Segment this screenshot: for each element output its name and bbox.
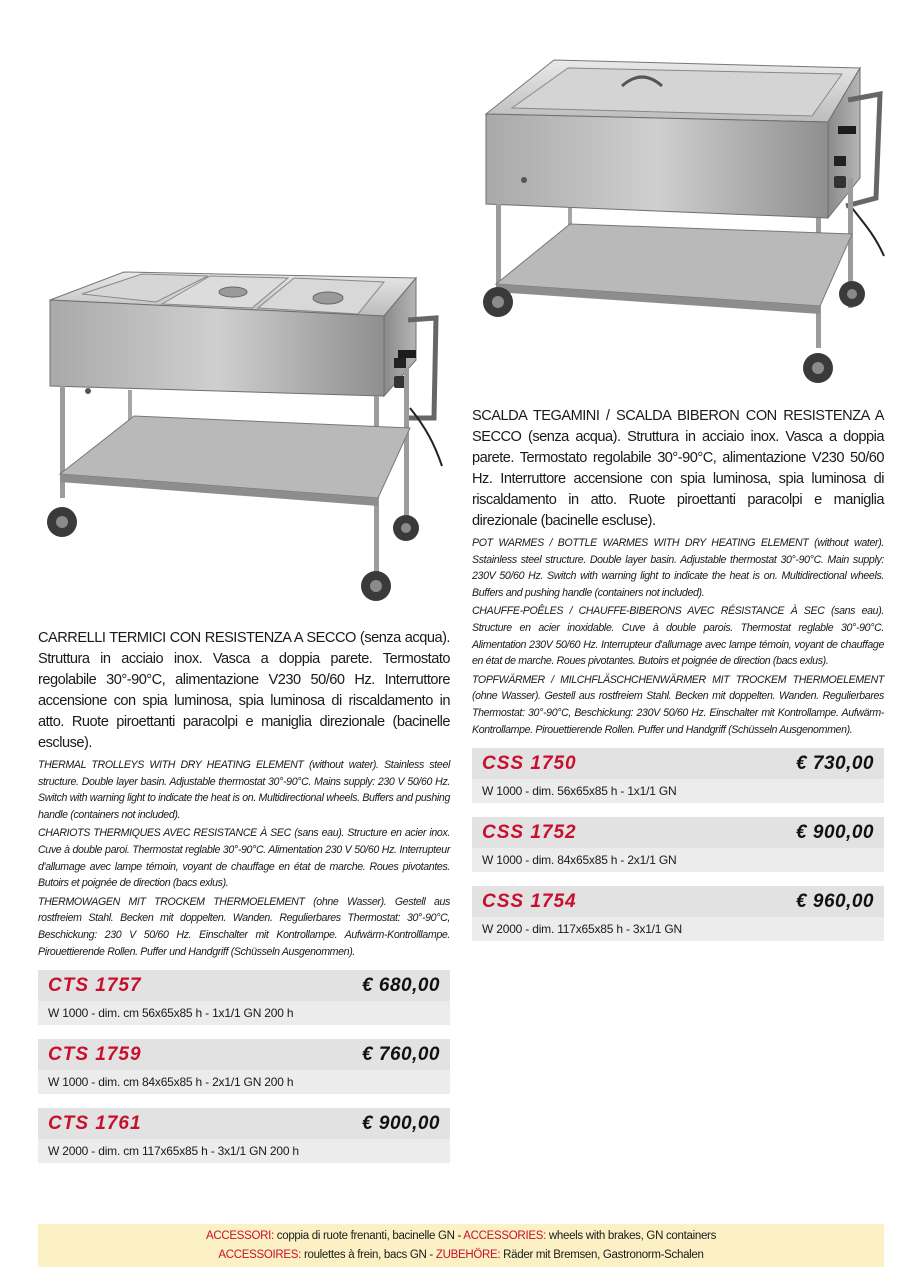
product-dimensions: W 1000 - dim. cm 84x65x85 h - 2x1/1 GN 200 h xyxy=(38,1070,450,1094)
product-header xyxy=(472,748,884,779)
product-code: CTS 1757 xyxy=(48,974,142,996)
product-dimensions: W 2000 - dim. cm 117x65x85 h - 3x1/1 GN 200 h xyxy=(38,1139,450,1163)
product-dimensions: W 1000 - dim. 56x65x85 h - 1x1/1 GN xyxy=(472,779,884,803)
pot-warmers-description-de: TOPFWÄRMER / MILCHFLÄSCHCHENWÄRMER MIT TROCKEM THERMOELEMENT (ohne Wasser). Gestell aus rostfreiem Stahl. Becken mit doppelten. Wanden. Regulierbares Thermostat: 30°-90°C, Beschickung: 230V 50/60 Hz. Einschalter mit Kontrollampe. Aufwärm-Kontrollampe. Pirouettierende Rollen. Puffer und Handgriff (Schüsseln Ausgenommen). xyxy=(472,673,884,736)
product-cts-1759 xyxy=(38,1039,450,1094)
accessories-bar xyxy=(38,1224,884,1267)
product-price: € 760,00 xyxy=(362,1043,440,1065)
accessories-fr-label: ACCESSOIRES: xyxy=(218,1249,302,1261)
thermal-trolleys-description-fr: CHARIOTS THERMIQUES AVEC RESISTANCE À SEC (sans eau). Structure en acier inox. Cuve à double paroi. Thermostat reglable 30°-90°C. Alimentation 230 V 50/60 Hz. Interrupteur d'allumage avec lampe témoin, voyant de chauffage en état de marche. Roues pivotantes. Butoirs et poignée de direction (bacs exlus). xyxy=(38,827,450,890)
product-price: € 680,00 xyxy=(362,974,440,996)
product-dimensions: W 2000 - dim. 117x65x85 h - 3x1/1 GN xyxy=(472,917,884,941)
thermal-trolley-illustration xyxy=(38,268,450,624)
product-code: CSS 1752 xyxy=(482,821,577,843)
thermal-trolleys-section xyxy=(38,628,450,1163)
product-code: CTS 1761 xyxy=(48,1112,142,1134)
product-price: € 960,00 xyxy=(796,890,874,912)
accessories-en-text: wheels with brakes, GN containers xyxy=(545,1230,717,1242)
accessories-de-text: Räder mit Bremsen, Gastronorm-Schalen xyxy=(500,1249,704,1261)
product-price: € 730,00 xyxy=(796,752,874,774)
pot-warmer-illustration xyxy=(472,38,892,400)
accessories-en-label: ACCESSORIES: xyxy=(463,1230,546,1242)
accessories-line-2 xyxy=(38,1246,884,1265)
thermal-trolleys-description-it: CARRELLI TERMICI CON RESISTENZA A SECCO (senza acqua). Struttura in acciaio inox. Vasca a doppia parete. Termostato regolabile 30°-90°C, alimentazione V230 50/60 Hz. Interruttore accensione con spia luminosa, spia luminosa di riscaldamento in atto. Ruote piroettanti paracolpi e maniglia direzionale (bacinelle escluse). xyxy=(38,630,450,751)
product-header xyxy=(472,886,884,917)
product-code: CSS 1750 xyxy=(482,752,577,774)
accessories-de-label: ZUBEHÖRE: xyxy=(435,1249,501,1261)
pot-warmers-section xyxy=(472,406,884,941)
product-header xyxy=(38,970,450,1001)
accessories-it-label: ACCESSORI: xyxy=(205,1230,274,1242)
thermal-trolleys-description-de: THERMOWAGEN MIT TROCKEM THERMOELEMENT (ohne Wasser). Gestell aus rostfreiem Stahl. Becken mit doppelten. Wanden. Regulierbares Thermostat: 30°-90°C, Beschickung: 230 V 50/60 Hz. Einschalter mit Kontrollampe. Aufwärm-Kontrolllampe. Pirouettierende Rollen. Puffer und Handgriff (Schüsseln Ausgenommen). xyxy=(38,895,450,958)
product-css-1752 xyxy=(472,817,884,872)
product-cts-1757 xyxy=(38,970,450,1025)
product-cts-1761 xyxy=(38,1108,450,1163)
product-code: CTS 1759 xyxy=(48,1043,142,1065)
product-code: CSS 1754 xyxy=(482,890,577,912)
product-css-1750 xyxy=(472,748,884,803)
pot-warmers-description-fr: CHAUFFE-POÊLES / CHAUFFE-BIBERONS AVEC RÉSISTANCE À SEC (sans eau). Structure en acier inoxidable. Cuve à double parois. Thermostat reglable 30°-90°C. Alimentation 230V 50/60 Hz. Interrupteur d'allumage avec lampe témoin, voyant de chauffage en état de marche. Roues pivotantes. Butoirs et poignée de direction (bacs exlus). xyxy=(472,605,884,668)
thermal-trolleys-description-en: THERMAL TROLLEYS WITH DRY HEATING ELEMENT (without water). Stainless steel structure. Double layer basin. Adjustable thermostat 30°-90°C. Mains supply: 230 V 50/60 Hz. Switch with warning light to indicate the heat is on. Multidirectional wheels. Buffers and pushing handle (containers not included). xyxy=(38,759,450,821)
accessories-it-text: coppia di ruote frenanti, bacinelle GN - xyxy=(273,1230,464,1242)
product-header xyxy=(472,817,884,848)
product-css-1754 xyxy=(472,886,884,941)
accessories-fr-text: roulettes à frein, bacs GN - xyxy=(301,1249,436,1261)
product-price: € 900,00 xyxy=(796,821,874,843)
pot-warmers-description-en: POT WARMES / BOTTLE WARMES WITH DRY HEATING ELEMENT (without water). Sstainless steel structure. Double layer basin. Adjustable thermostat 30°-90°C. Main supply: 230V 50/60 Hz. Switch with warning light to indicate the heat is on. Multidirectional wheels. Buffers and pushing handle (containers not included). xyxy=(472,537,884,599)
product-price: € 900,00 xyxy=(362,1112,440,1134)
product-header xyxy=(38,1108,450,1139)
product-header xyxy=(38,1039,450,1070)
product-dimensions: W 1000 - dim. 84x65x85 h - 2x1/1 GN xyxy=(472,848,884,872)
accessories-line-1 xyxy=(38,1227,884,1246)
pot-warmers-description-it: SCALDA TEGAMINI / SCALDA BIBERON CON RESISTENZA A SECCO (senza acqua). Struttura in acciaio inox. Vasca a doppia parete. Termostato regolabile 30°-90°C, alimentazione V230 50/60 Hz. Interruttore accensione con spia luminosa, spia luminosa di riscaldamento in atto. Ruote piroettanti paracolpi e maniglia direzionale (bacinelle escluse). xyxy=(472,408,884,529)
product-dimensions: W 1000 - dim. cm 56x65x85 h - 1x1/1 GN 200 h xyxy=(38,1001,450,1025)
